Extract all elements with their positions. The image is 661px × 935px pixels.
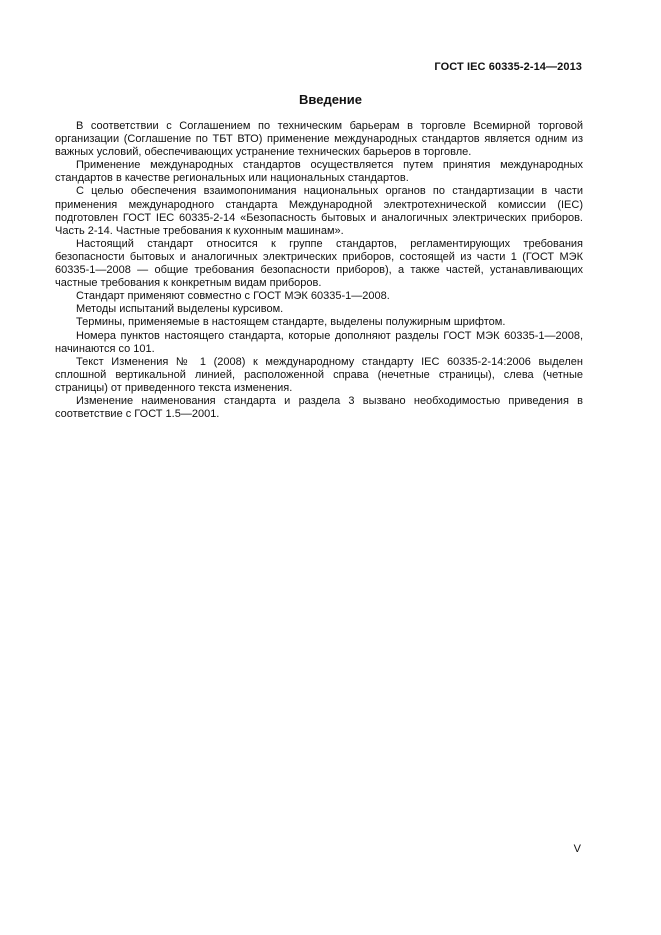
paragraph-wto-agreement: В соответствии с Соглашением по техническим барьерам в торговле Всемирной торговой организации (Соглашение по ТБТ ВТО) применение международных стандартов является одним из важных условий, обеспечивающих устранение технических барьеров в торговле. [55, 120, 583, 159]
paragraph-used-with: Стандарт применяют совместно с ГОСТ МЭК 60335-1—2008. [76, 290, 390, 303]
paragraph-standard-preparation: С целью обеспечения взаимопонимания национальных органов по стандартизации в части применения международного стандарта Международной электротехнической комиссии (IEC) подготовлен ГОСТ IEC 60335-2-14 «Безопасность бытовых и аналогичных электрических приборов. Часть 2-14. Частные требования к кухонным машинам». [55, 185, 583, 237]
paragraph-terms: Термины, применяемые в настоящем стандарте, выделены полужирным шрифтом. [76, 316, 506, 329]
section-title: Введение [299, 92, 362, 107]
paragraph-clause-numbers: Номера пунктов настоящего стандарта, которые дополняют разделы ГОСТ МЭК 60335-1—2008, начинаются со 101. [55, 329, 583, 355]
paragraph-name-change: Изменение наименования стандарта и раздела 3 вызвано необходимостью приведения в соответствие с ГОСТ 1.5—2001. [55, 394, 583, 421]
introduction-text [55, 120, 583, 421]
document-code-header: ГОСТ IEC 60335-2-14—2013 [434, 61, 582, 73]
paragraph-amendment-text: Текст Изменения № 1 (2008) к международному стандарту IEC 60335-2-14:2006 выделен сплошной вертикальной линией, расположенной справа (нечетные страницы), слева (четные страницы) от приведенного текста изменения. [55, 355, 583, 394]
paragraph-test-methods: Методы испытаний выделены курсивом. [76, 303, 284, 316]
paragraph-international-standards: Применение международных стандартов осуществляется путем принятия международных стандартов в качестве региональных или национальных стандартов. [55, 159, 583, 185]
page-number: V [573, 843, 581, 855]
paragraph-standard-group: Настоящий стандарт относится к группе стандартов, регламентирующих требования безопасности бытовых и аналогичных электрических приборов, состоящей из части 1 (ГОСТ МЭК 60335-1—2008 — общие требования безопасности приборов), а также частей, устанавливающих частные требования к конкретным видам приборов. [55, 237, 583, 290]
